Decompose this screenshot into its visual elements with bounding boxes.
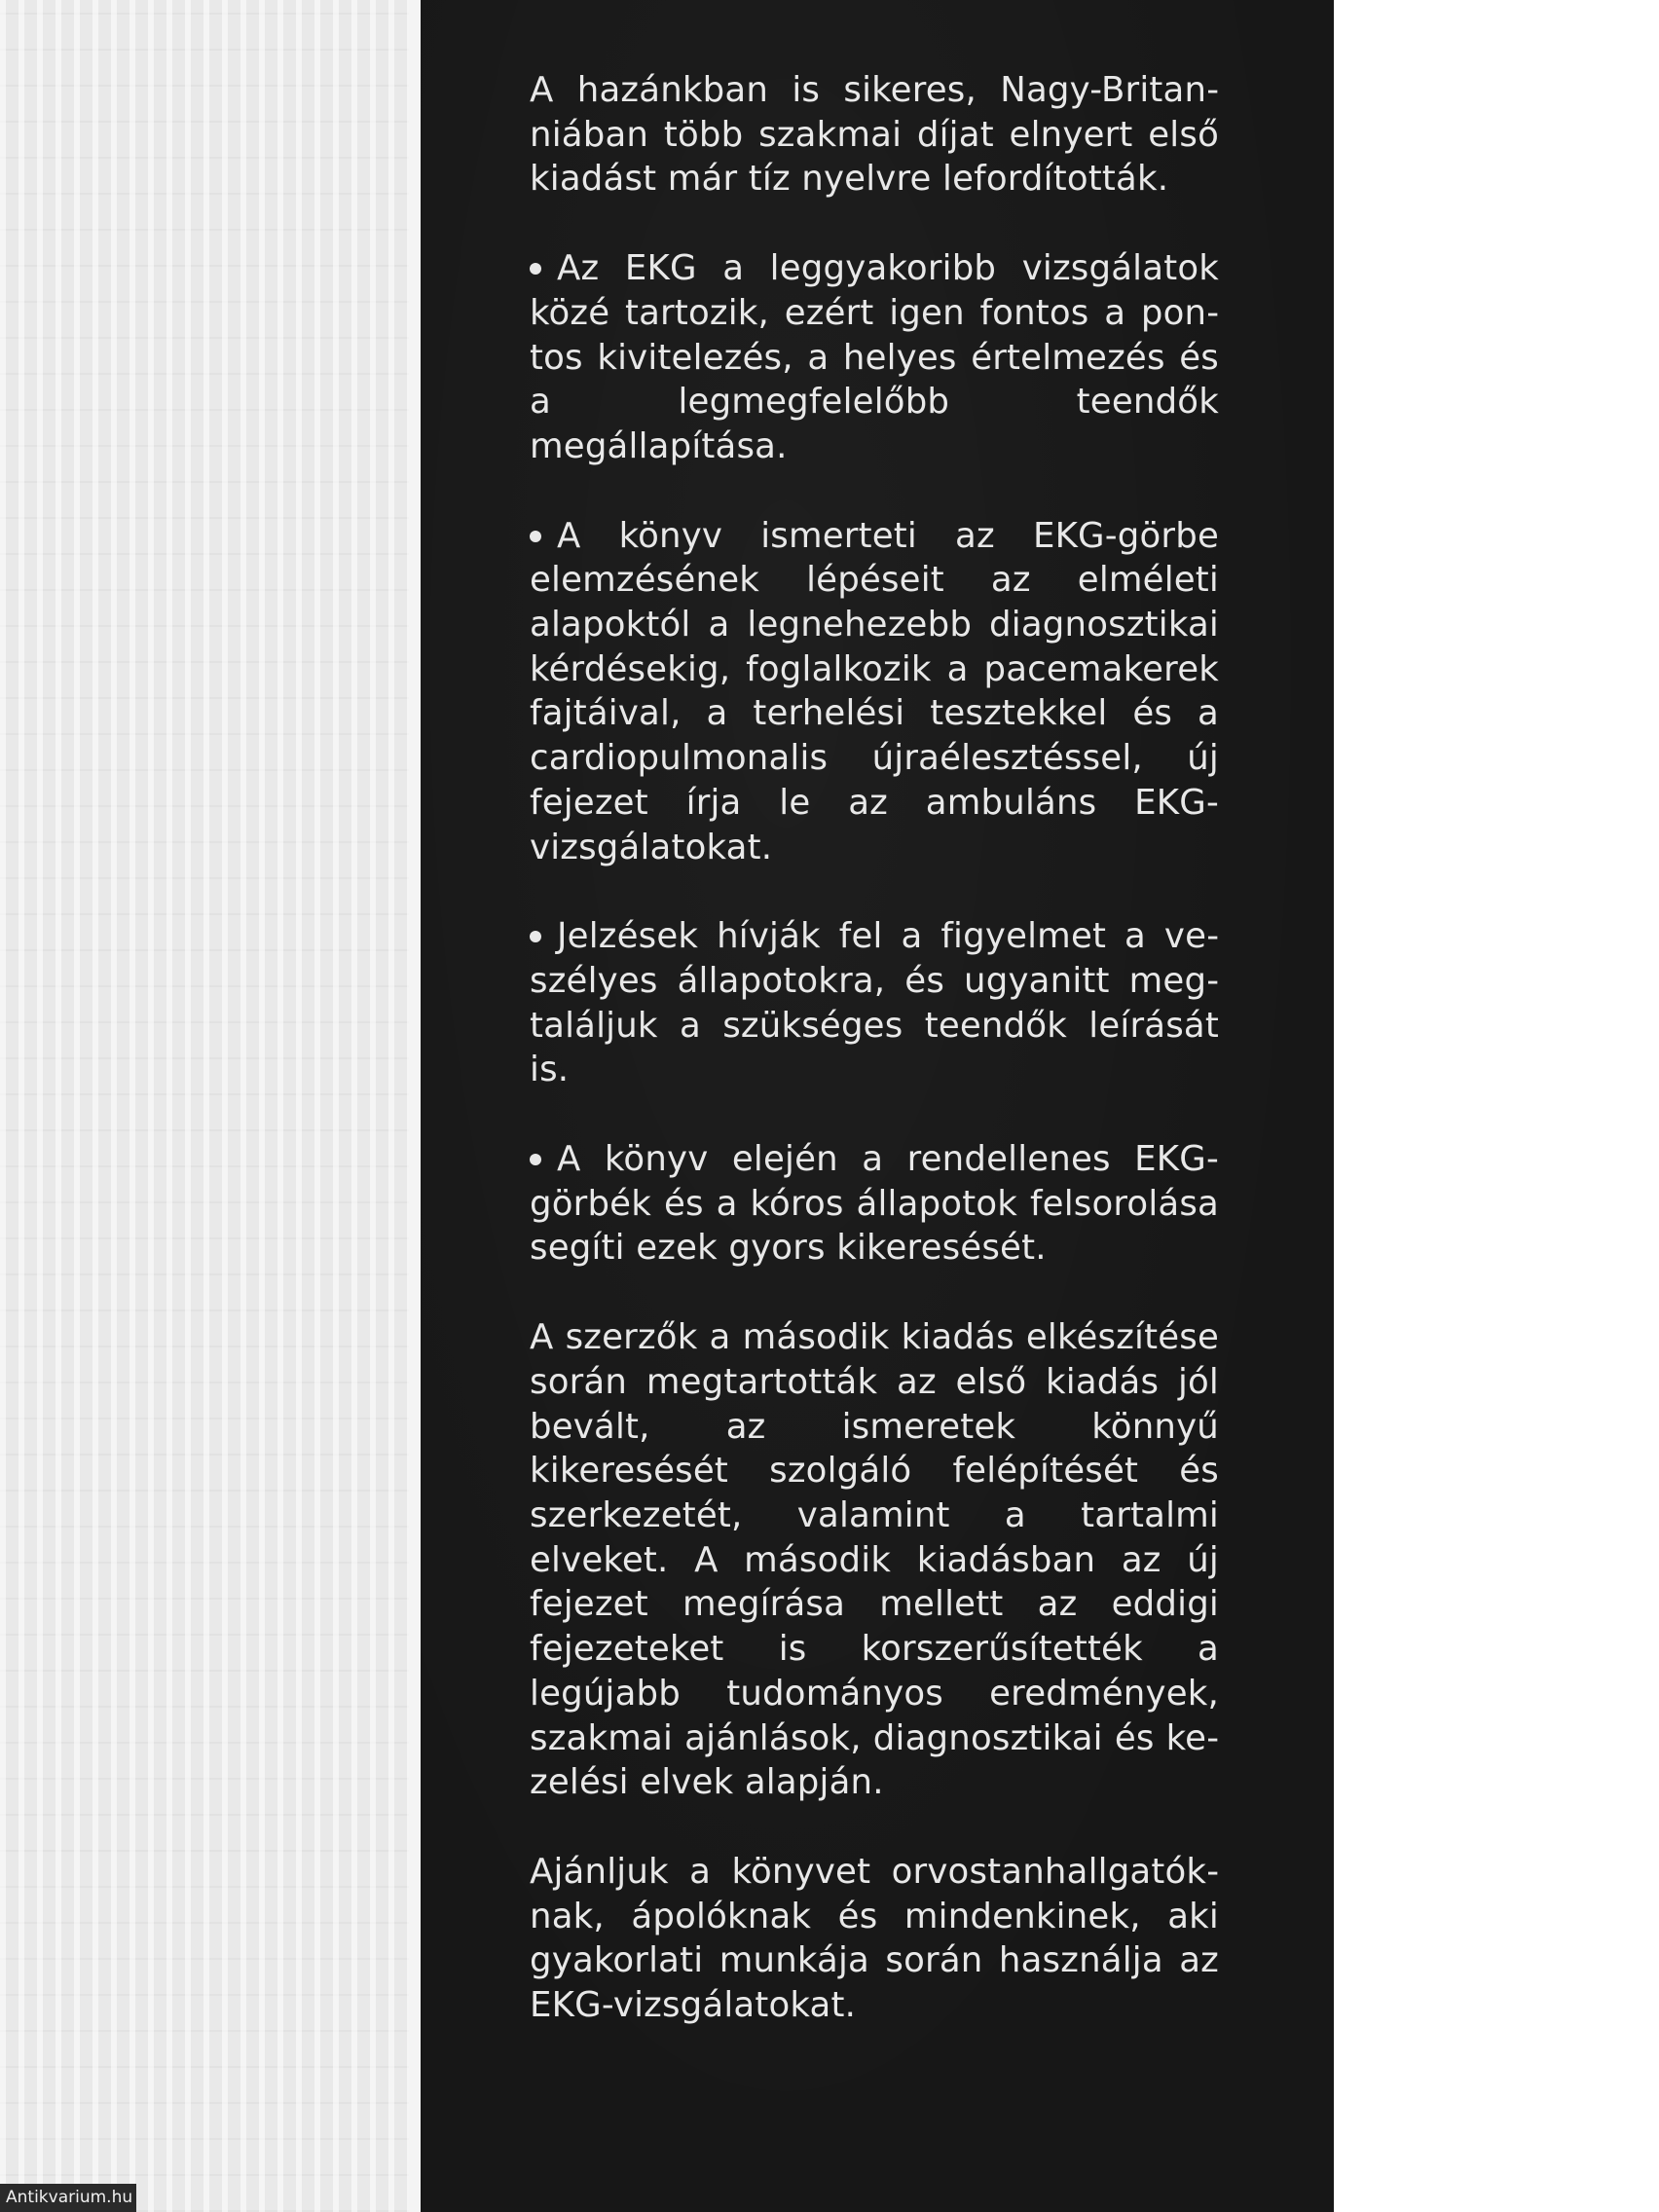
bullet-paragraph-ekg-text: Az EKG a leggyakoribb vizsgálatok közé tartozik, ezért igen fontos a pontos kivitelezés, a helyes értelmezés és a legmegfelelőbb teendők megállapítása.: [530, 248, 1219, 466]
bullet-icon: [530, 531, 541, 542]
bullet-paragraph-signs-text: Jelzések hívják fel a figyelmet a veszélyes állapotokra, és ugyanitt megtaláljuk a szükséges teendők leírását is.: [530, 916, 1219, 1090]
page-gap: [409, 0, 421, 2212]
back-cover: [421, 0, 1334, 2212]
paragraph-intro: [530, 68, 1219, 202]
bullet-icon: [530, 1154, 541, 1165]
paragraph-recommendation-text: Ajánljuk a könyvet orvostanhallgatóknak, ápolóknak és mindenkinek, aki gyakorlati munkája során használja az EKG-vizsgálatokat.: [530, 1851, 1219, 2026]
bullet-paragraph-index: [530, 1137, 1219, 1271]
paragraph-authors: [530, 1315, 1219, 1805]
bullet-icon: [530, 263, 541, 275]
bullet-paragraph-signs: [530, 914, 1219, 1092]
cover-text: [530, 68, 1219, 2028]
bullet-icon: [530, 931, 541, 942]
paragraph-authors-text: A szerzők a második kiadás elkészítése során megtartották az első kiadás jól bevált, az ismeretek könnyű kikeresését szolgáló felépítését és szerkezetét, valamint a tartalmi elveket. A második kiadásban az új fejezet megírása mellett az eddigi fejezeteket is korszerűsítették a legújabb tudományos eredmények, szakmai ajánlások, diagnosztikai és kezelési elvek alapján.: [530, 1317, 1219, 1803]
paragraph-recommendation: [530, 1850, 1219, 2028]
bullet-paragraph-book: [530, 514, 1219, 870]
watermark-label: Antikvarium.hu: [0, 2184, 136, 2212]
bullet-paragraph-index-text: A könyv elején a rendellenes EKG-görbék és a kóros állapotok felsorolása segíti ezek gyors kikeresését.: [530, 1139, 1219, 1269]
bullet-paragraph-book-text: A könyv ismerteti az EKG-görbe elemzésének lépéseit az elméleti alapoktól a legnehezebb diagnosztikai kérdésekig, foglalkozik a pacemakerek fajtáival, a terhelési tesztekkel és a cardiopulmonalis újraélesztéssel, új fejezet írja le az ambuláns EKG-vizsgálatokat.: [530, 515, 1219, 867]
paragraph-intro-text: A hazánkban is sikeres, Nagy-Britanniában több szakmai díjat elnyert első kiadást már tíz nyelvre lefordították.: [530, 70, 1219, 200]
left-page-edge: [0, 0, 409, 2212]
bullet-paragraph-ekg: [530, 246, 1219, 469]
